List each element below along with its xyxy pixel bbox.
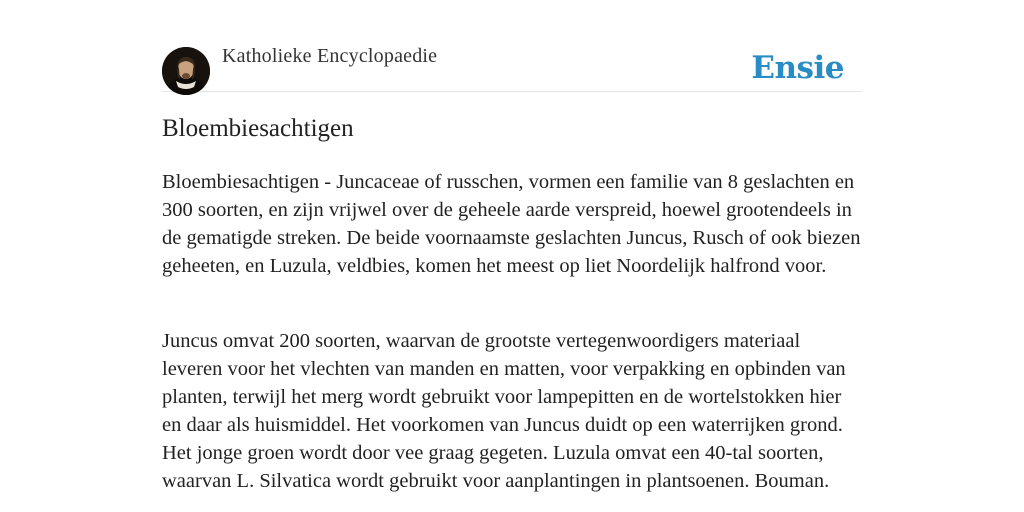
article-paragraph: Bloembiesachtigen - Juncaceae of russchen, vormen een familie van 8 geslachten en 300 soorten, en zijn vrijwel over de geheele aarde verspreid, hoewel grootendeels in de gematigde streken. De beide voornaamste geslachten Juncus, Rusch of ook biezen geheeten, en Luzula, veldbies, komen het meest op liet Noordelijk halfrond voor.	[162, 171, 861, 277]
portrait-avatar-icon[interactable]	[162, 47, 210, 95]
avatar-portrait-graphic	[162, 47, 210, 95]
source-name[interactable]: Katholieke Encyclopaedie	[222, 45, 438, 67]
brand-logo[interactable]: Ensie	[751, 50, 844, 86]
article-paragraph: Juncus omvat 200 soorten, waarvan de grootste vertegenwoordigers materiaal leveren voor het vlechten van manden en matten, voor verpakking en opbinden van planten, terwijl het merg wordt gebruikt voor lampepitten en de wortelstokken hier en daar als huismiddel. Het voorkomen van Juncus duidt op een waterrijken grond. Het jonge groen wordt door vee graag gegeten. Luzula omvat een 40-tal soorten, waarvan L. Silvatica wordt gebruikt voor aanplantingen in plantsoenen. Bouman.	[162, 330, 846, 492]
header	[162, 0, 862, 92]
page-title: Bloembiesachtigen	[162, 115, 354, 142]
article-container	[162, 0, 862, 492]
